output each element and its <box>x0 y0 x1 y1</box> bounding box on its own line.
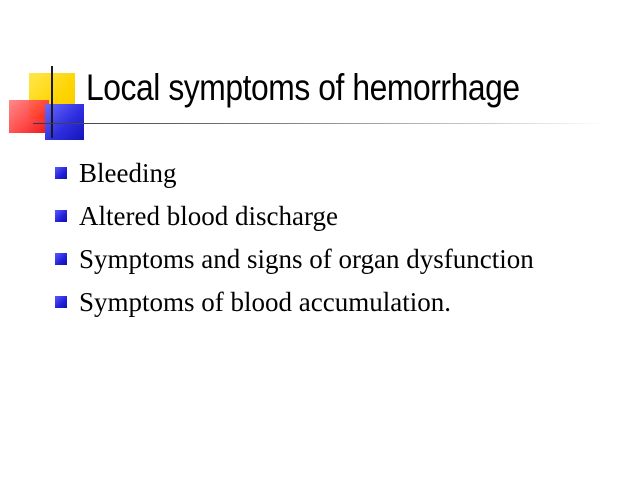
square-bullet-icon <box>55 210 67 222</box>
bullet-item <box>52 286 572 318</box>
bullet-text: Altered blood discharge <box>79 201 338 231</box>
square-bullet-icon <box>55 167 67 179</box>
decor-red-square <box>9 100 49 133</box>
bullet-item <box>52 243 572 275</box>
decor-vertical-line <box>51 66 53 138</box>
square-bullet-icon <box>55 296 67 308</box>
bullet-text: Symptoms of blood accumulation. <box>79 287 451 317</box>
bullet-text: Symptoms and signs of organ dysfunction <box>79 244 534 274</box>
bullet-text: Bleeding <box>79 158 177 188</box>
slide-title: Local symptoms of hemorrhage <box>86 67 520 108</box>
bullet-item <box>52 157 572 189</box>
bullet-list <box>52 157 572 329</box>
bullet-item <box>52 200 572 232</box>
square-bullet-icon <box>55 253 67 265</box>
title-underline <box>33 123 607 124</box>
